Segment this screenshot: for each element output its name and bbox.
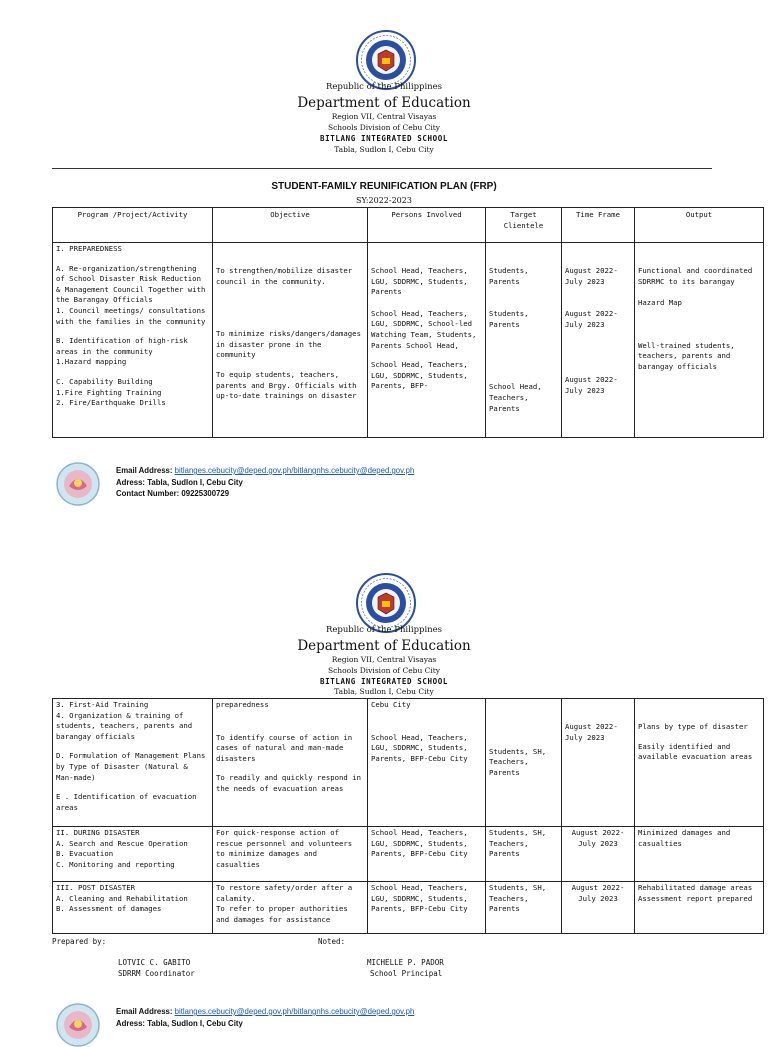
cell-text: 1.Fire Fighting Training [56,387,162,397]
column-header: Persons Involved [368,208,486,243]
preparer-role: SDRRM Coordinator [118,969,195,978]
footer-address: Adress: Tabla, Sudlon I, Cebu City [116,1018,243,1028]
program-cell [53,827,213,882]
document-page-1 [0,0,768,520]
output-cell [635,699,764,827]
division-line: Schools Division of Cebu City [327,666,441,675]
cell-text: A. Cleaning and Rehabilitation [56,893,188,903]
school-emblem-icon [56,462,100,506]
email-label: Email Address: [116,1007,173,1016]
cell-text: I. PREPAREDNESS [56,244,122,253]
preparer-name: LOTVIC C. GABITO [118,958,191,967]
cell-text: Functional and coordinated SDRRMC to its barangay [638,266,753,286]
timeframe-cell [562,699,635,827]
objective-cell [213,243,368,438]
cell-text: School Head, Teachers, LGU, SDDRMC, Students, Parents, BFP- [371,360,468,391]
objective-cell [213,699,368,827]
column-header: Objective [213,208,368,243]
cell-text: School Head, Teachers, Parents [489,382,542,413]
email-link[interactable]: bitlanges.cebucity@deped.gov.ph/bitlangnhs.cebucity@deped.gov.ph [174,466,415,475]
cell-text: To refer to proper authorities and damages for assistance [216,904,348,924]
cell-text: Hazard Map [638,298,682,308]
cell-text: E . Identification of evacuation areas [56,792,197,812]
cell-text: 2. Fire/Earthquake Drills [56,398,166,408]
header-rule [52,168,712,169]
cell-text: D. Formulation of Management Plans by Type of Disaster (Natural & Man-made) [56,751,206,782]
cell-text: To readily and quickly respond in the needs of evacuation areas [216,773,361,793]
email-line [116,465,414,477]
timeframe-cell: August 2022-July 2023 [562,827,635,882]
cell-text: 4. Organization & training of students, teachers, parents and barangay officials [56,710,193,741]
cell-text: Well-trained students, teachers, parents and barangay officials [638,340,735,371]
cell-text: School Head, Teachers, LGU, SDDRMC, School-led Watching Team, Students, Parents School Head, [371,308,477,350]
school-name: BITLANG INTEGRATED SCHOOL [320,134,448,143]
clientele-cell: Students, SH, Teachers, Parents [486,827,562,882]
cell-text: To equip students, teachers, parents and Brgy. Officials with up-to-date trainings on disaster [216,369,357,401]
school-emblem-icon [56,1003,100,1047]
school-address: Tabla, Sudlon I, Cebu City [334,145,434,154]
footer-address: Adress: Tabla, Sudlon I, Cebu City [116,477,243,487]
persons-cell [368,699,486,827]
deped-seal-icon [356,30,416,90]
persons-cell: School Head, Teachers, LGU, SDDRMC, Students, Parents, BFP-Cebu City [368,827,486,882]
region-line: Region VII, Central Visayas [331,112,437,121]
objective-cell [213,882,368,934]
document-page-2 [0,535,768,1028]
cell-text: School Head, Teachers, LGU, SDDRMC, Students, Parents [371,266,468,297]
timeframe-cell: August 2022-July 2023 [562,882,635,934]
noter-role: School Principal [370,969,443,978]
column-header: Time Frame [562,208,635,243]
cell-text: preparedness [216,700,269,709]
email-link[interactable]: bitlanges.cebucity@deped.gov.ph/bitlangnhs.cebucity@deped.gov.ph [174,1007,415,1016]
table-row [53,243,764,438]
cell-text: To restore safety/order after a calamity. [216,883,353,903]
clientele-cell [486,243,562,438]
cell-text: Easily identified and available evacuation areas [638,741,753,762]
noted-label: Noted: [318,937,346,946]
email-line [116,1006,414,1018]
cell-text: Plans by type of disaster [638,722,748,731]
column-header: Target Clientele [486,208,562,243]
column-header: Program /Project/Activity [53,208,213,243]
cell-text: B. Evacuation [56,849,114,859]
region-line: Region VII, Central Visayas [331,655,437,664]
cell-text: August 2022-July 2023 [565,309,618,329]
table-row [53,827,764,882]
department-line: Department of Education [297,638,471,654]
department-line: Department of Education [297,95,471,111]
timeframe-cell [562,243,635,438]
program-cell [53,882,213,934]
cell-text: To minimize risks/dangers/damages in disaster prone in the community [216,329,361,360]
table-header-row [53,208,764,243]
objective-cell: For quick-response action of rescue personnel and volunteers to minimize damages and casualties [213,827,368,882]
republic-line: Republic of the Philippines [325,82,443,92]
output-cell: Minimized damages and casualties [635,827,764,882]
frp-table-page-2 [52,698,764,934]
output-cell [635,243,764,438]
program-cell [53,699,213,827]
table-row [53,699,764,827]
cell-text: Assessment report prepared [638,893,753,903]
cell-text: 3. First-Aid Training [56,700,149,709]
cell-text: To identify course of action in cases of natural and man-made disasters [216,732,353,763]
cell-text: Students, Parents [489,309,529,329]
persons-cell [368,243,486,438]
cell-text: Rehabilitated damage areas [638,883,753,892]
cell-text: Students, Parents [489,266,529,286]
cell-text: 1. Council meetings/ consultations with the families in the community [56,305,206,326]
table-row [53,882,764,934]
frp-table-page-1 [52,207,764,438]
output-cell [635,882,764,934]
division-line: Schools Division of Cebu City [327,123,441,132]
email-label: Email Address: [116,466,173,475]
cell-text: A. Re-organization/strengthening of School Disaster Risk Reduction & Management Council Together with the Barangay Officials [56,263,206,305]
cell-text: August 2022-July 2023 [565,266,618,286]
cell-text: C. Monitoring and reporting [56,859,175,869]
cell-text: 1.Hazard mapping [56,357,127,367]
program-cell [53,243,213,438]
school-address: Tabla, Sudlon I, Cebu City [334,687,434,696]
clientele-cell [486,699,562,827]
cell-text: August 2022-July 2023 [565,722,618,742]
cell-text: III. POST DISASTER [56,883,136,892]
school-name: BITLANG INTEGRATED SCHOOL [320,677,448,686]
cell-text: August 2022-July 2023 [565,375,618,395]
noter-name: MICHELLE P. PADOR [367,958,444,967]
cell-text: B. Assessment of damages [56,904,162,914]
contact-number: Contact Number: 09225300729 [116,489,230,498]
cell-text: C. Capability Building [56,376,153,386]
cell-text: Cebu City [371,700,411,709]
deped-seal-icon [356,573,416,633]
school-year: SY:2022-2023 [356,196,412,205]
persons-cell: School Head, Teachers, LGU, SDDRMC, Students, Parents, BFP-Cebu City [368,882,486,934]
cell-text: A. Search and Rescue Operation [56,838,188,848]
republic-line: Republic of the Philippines [325,625,443,635]
cell-text: School Head, Teachers, LGU, SDDRMC, Students, Parents, BFP-Cebu City [371,732,468,763]
cell-text: II. DURING DISASTER [56,828,140,837]
cell-text: Students, SH, Teachers, Parents [489,746,547,777]
column-header: Output [635,208,764,243]
clientele-cell: Students, SH, Teachers, Parents [486,882,562,934]
prepared-by-label: Prepared by: [52,937,107,946]
cell-text: B. Identification of high-risk areas in the community [56,336,188,356]
document-title: STUDENT-FAMILY REUNIFICATION PLAN (FRP) [271,181,497,192]
cell-text: To strengthen/mobilize disaster council in the community. [216,266,353,286]
